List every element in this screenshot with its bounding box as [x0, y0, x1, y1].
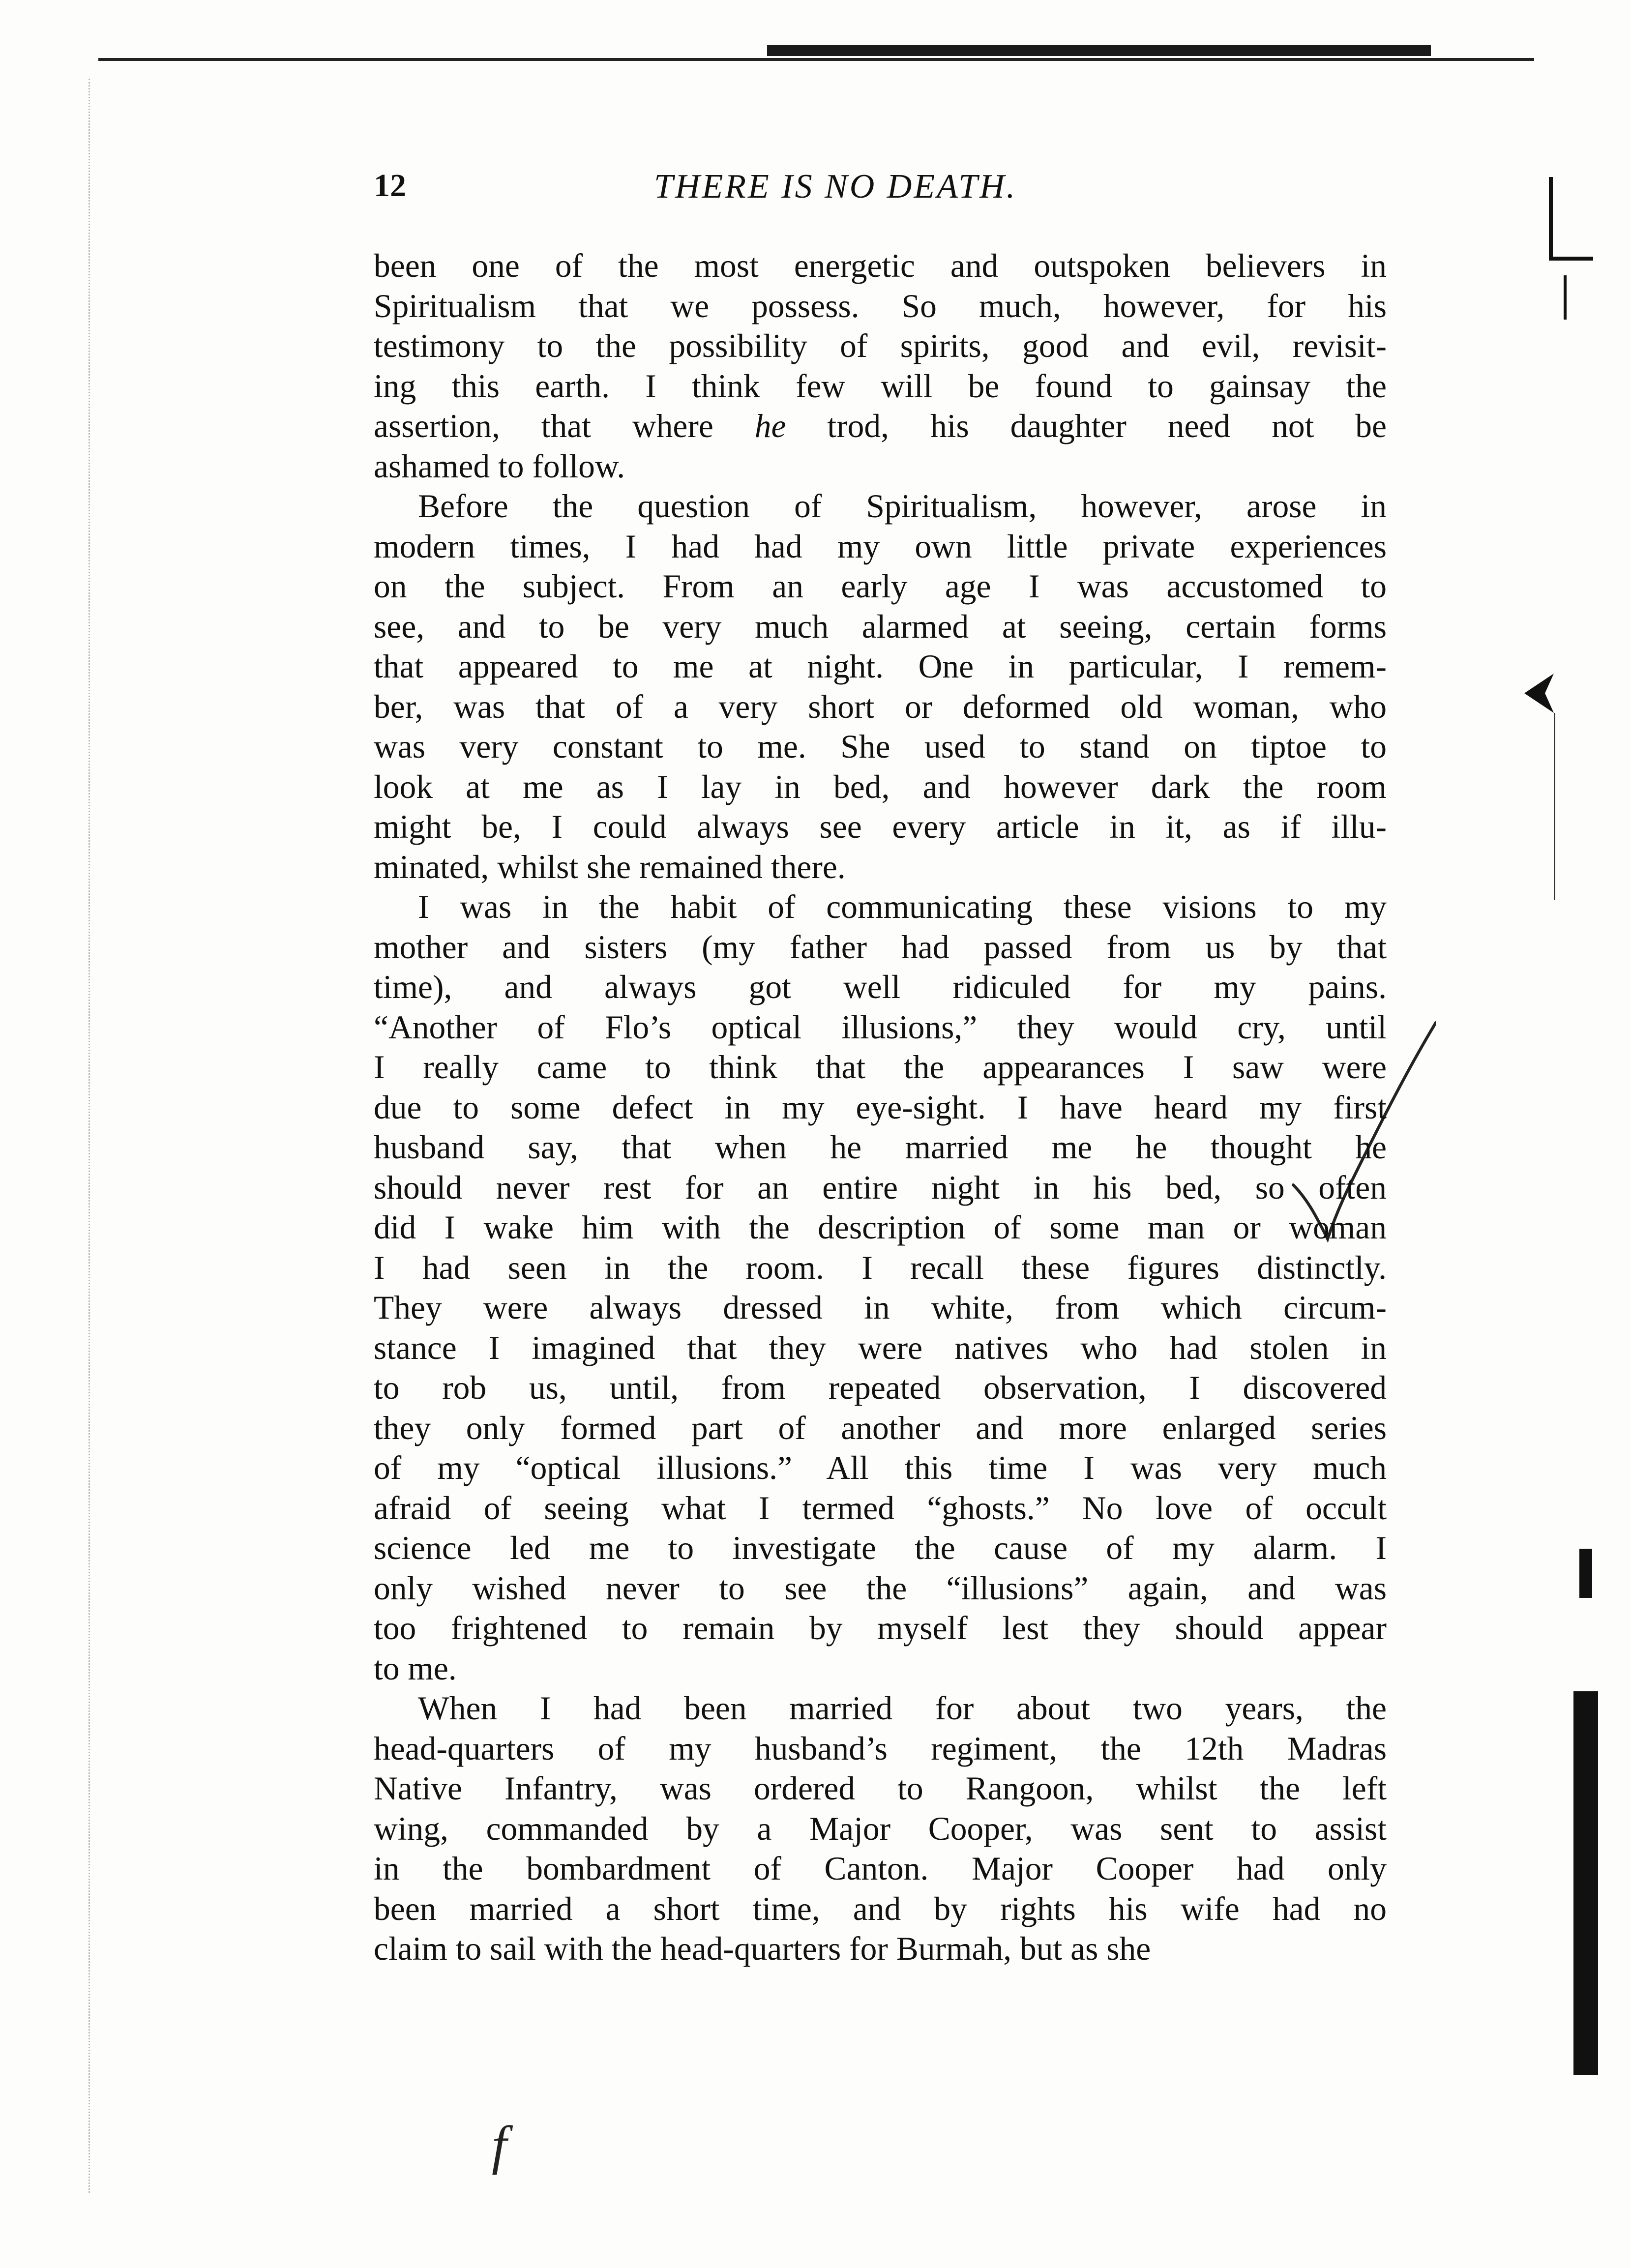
- right-edge-line: [1554, 713, 1555, 900]
- right-edge-bar-large: [1573, 1691, 1598, 2075]
- text-run: assertion, that where: [374, 408, 755, 444]
- text-line: testimony to the possibility of spirits, good and evil, revisit-: [374, 327, 1387, 364]
- text-line: of my “optical illusions.” All this time I was very much: [374, 1449, 1387, 1486]
- right-margin-bracket-foot: [1549, 257, 1593, 261]
- text-line: did I wake him with the description of some man or woman: [374, 1209, 1387, 1246]
- text-line: in the bombardment of Canton. Major Cooper had only: [374, 1850, 1387, 1887]
- margin-signature: f: [492, 2115, 507, 2175]
- page-number: 12: [374, 168, 406, 204]
- text-line: minated, whilst she remained there.: [374, 848, 846, 885]
- text-line: ashamed to follow.: [374, 447, 625, 485]
- text-line: been married a short time, and by rights his wife had no: [374, 1890, 1387, 1927]
- text-line: ber, was that of a very short or deformed old woman, who: [374, 688, 1387, 725]
- text-line: head-quarters of my husband’s regiment, the 12th Madras: [374, 1730, 1387, 1767]
- text-line: to me.: [374, 1649, 457, 1687]
- text-line: should never rest for an entire night in his bed, so often: [374, 1169, 1387, 1206]
- text-line: only wished never to see the “illusions” again, and was: [374, 1569, 1387, 1607]
- text-line: wing, commanded by a Major Cooper, was sent to assist: [374, 1810, 1387, 1847]
- top-rule: [98, 58, 1534, 61]
- text-line: modern times, I had had my own little private experiences: [374, 528, 1387, 565]
- text-line: I was in the habit of communicating these visions to my: [418, 888, 1387, 925]
- text-line: science led me to investigate the cause of my alarm. I: [374, 1530, 1387, 1566]
- text-line: Native Infantry, was ordered to Rangoon, whilst the left: [374, 1770, 1387, 1807]
- text-line: to rob us, until, from repeated observation, I discovered: [374, 1369, 1387, 1406]
- text-line: due to some defect in my eye-sight. I have heard my first: [374, 1089, 1387, 1126]
- top-rule-heavy: [767, 45, 1431, 56]
- text-line: was very constant to me. She used to stand on tiptoe to: [374, 728, 1387, 765]
- text-line: I really came to think that the appearances I saw were: [374, 1049, 1387, 1086]
- text-line: I had seen in the room. I recall these figures distinctly.: [374, 1249, 1387, 1286]
- text-line: claim to sail with the head-quarters for Burmah, but as she: [374, 1930, 1151, 1967]
- text-line: too frightened to remain by myself lest they should appear: [374, 1610, 1387, 1647]
- right-margin-tick: [1564, 275, 1567, 320]
- italic-word: he: [754, 408, 786, 444]
- text-line: stance I imagined that they were natives who had stolen in: [374, 1329, 1387, 1366]
- text-line: Before the question of Spiritualism, however, arose in: [418, 488, 1387, 525]
- right-margin-bracket: [1549, 177, 1553, 261]
- text-line: might be, I could always see every article in it, as if illu-: [374, 808, 1387, 845]
- text-line: on the subject. From an early age I was accustomed to: [374, 568, 1387, 605]
- text-line: They were always dressed in white, from which circum-: [374, 1289, 1387, 1326]
- text-line: that appeared to me at night. One in particular, I remem-: [374, 648, 1387, 685]
- text-line: husband say, that when he married me he thought he: [374, 1129, 1387, 1166]
- text-line: time), and always got well ridiculed for my pains.: [374, 969, 1387, 1005]
- right-margin-arrow-mark: [1524, 674, 1554, 713]
- text-line: Spiritualism that we possess. So much, however, for his: [374, 287, 1387, 324]
- text-line: ing this earth. I think few will be found to gainsay the: [374, 367, 1387, 405]
- text-line: “Another of Flo’s optical illusions,” they would cry, until: [374, 1008, 1387, 1046]
- text-line: look at me as I lay in bed, and however dark the room: [374, 768, 1387, 805]
- text-run: trod, his daughter need not be: [786, 408, 1387, 444]
- text-line: they only formed part of another and more enlarged series: [374, 1409, 1387, 1446]
- body-text: [374, 246, 1387, 1969]
- text-line: mother and sisters (my father had passed from us by that: [374, 928, 1387, 966]
- running-head: THERE IS NO DEATH.: [654, 168, 1017, 206]
- text-line: When I had been married for about two years, the: [418, 1690, 1387, 1727]
- left-margin-marks: [89, 79, 100, 2193]
- text-line: see, and to be very much alarmed at seeing, certain forms: [374, 608, 1387, 645]
- text-line: been one of the most energetic and outspoken believers in: [374, 247, 1387, 284]
- right-edge-bar-small: [1579, 1549, 1592, 1598]
- text-line: afraid of seeing what I termed “ghosts.” No love of occult: [374, 1489, 1387, 1527]
- text-line: [374, 406, 1387, 446]
